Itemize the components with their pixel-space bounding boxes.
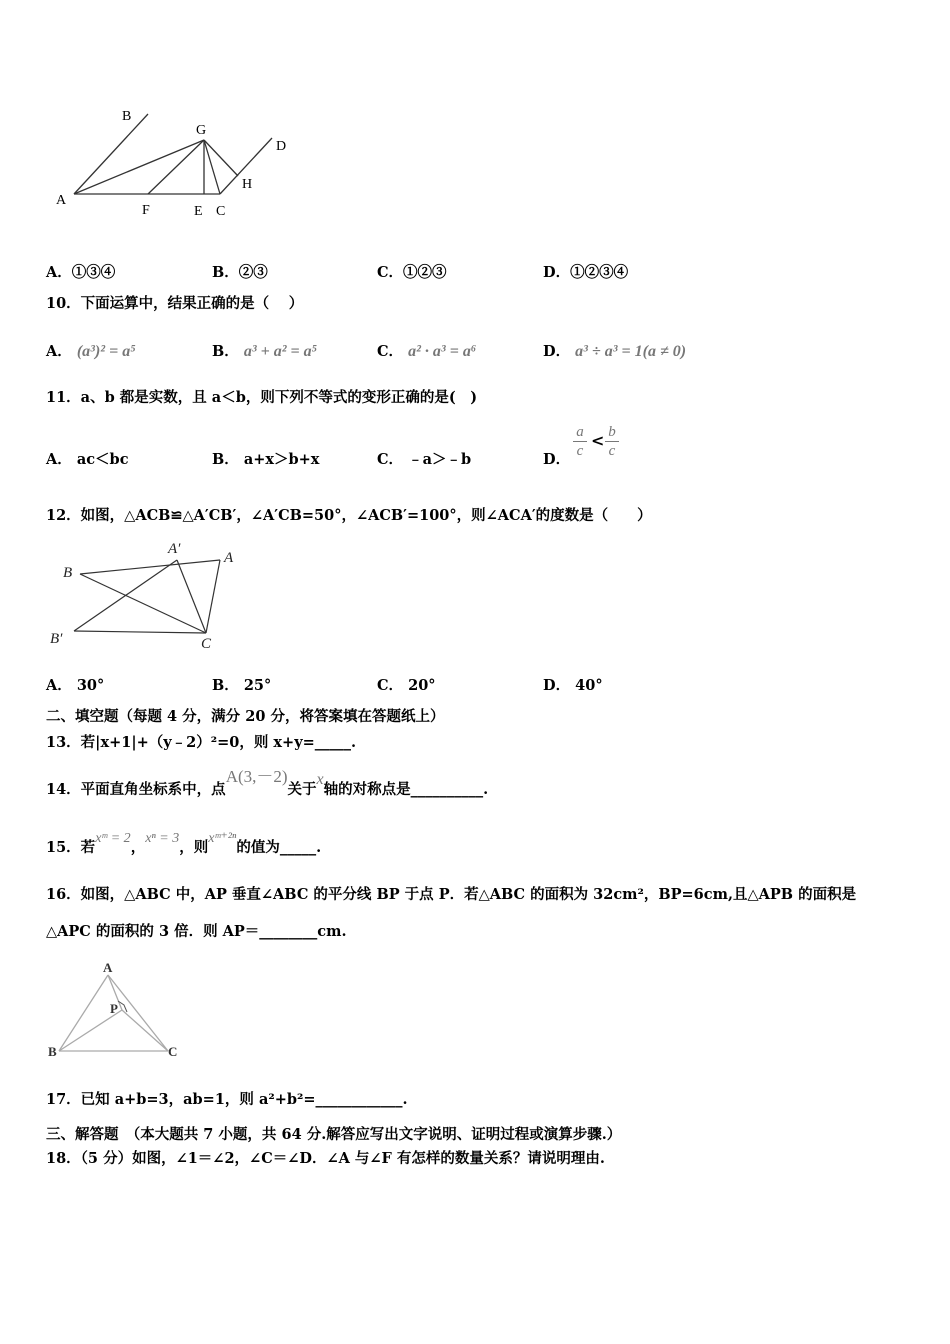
q9-option-b: B．②③ [212,264,268,281]
label-C: C [216,204,226,219]
q11-option-b: B． a+x＞b+x [212,451,320,468]
q13: 13．若|x+1|+（y﹣2）²=0，则 x+y=_____. [46,734,357,751]
label-B-prime: B′ [50,631,63,647]
q12-figure [40,535,250,655]
label-F: F [142,203,150,218]
q14: 14．平面直角坐标系中，点A(3,－2)关于x轴的对称点是__________. [46,767,489,798]
q11-option-a: A． ac＜bc [46,451,129,468]
q11-stem: 11．a、b 都是实数，且 a＜b，则下列不等式的变形正确的是( ) [46,389,478,406]
q9-option-a: A．①③④ [46,264,116,281]
label-C: C [201,636,212,652]
q10-stem: 10．下面运算中，结果正确的是（ ） [46,295,304,312]
label-A: A [103,960,113,975]
q12-stem: 12．如图，△ACB≌△A′CB′，∠A′CB=50°，∠ACB′=100°，则∠ACA′的度数是（ ） [46,507,652,524]
q9-figure [40,100,300,230]
label-D: D [276,139,287,154]
label-A-prime: A′ [168,541,181,557]
q12-option-d: D． 40° [543,677,603,694]
label-A: A [56,193,67,208]
q9-option-c: C．①②③ [377,264,447,281]
q12-option-b: B． 25° [212,677,272,694]
q18: 18．（5 分）如图，∠1＝∠2，∠C＝∠D．∠A 与∠F 有怎样的数量关系？请说明理由. [46,1150,605,1167]
q11-option-c: C． ﹣a＞﹣b [377,451,472,468]
label-G: G [196,123,207,138]
q11-option-d-fraction-a: a c [573,424,587,461]
q16-figure [40,955,190,1065]
q11-option-d-relation: < [591,431,605,450]
q12-option-a: A． 30° [46,677,105,694]
label-E: E [194,204,203,219]
section-2-heading: 二、填空题（每题 4 分，满分 20 分，将答案填在答题纸上） [46,708,445,725]
q16-line-2: △APC 的面积的 3 倍．则 AP＝________cm. [46,923,347,940]
q11-option-d-letter: D． [543,451,571,468]
label-H: H [242,177,253,192]
q10-option-b: B． a³ + a² = a⁵ [212,343,318,360]
label-B: B [63,565,73,581]
q11-option-d-fraction-b: b c [605,424,619,461]
q10-option-d: D． a³ ÷ a³ = 1(a ≠ 0) [543,343,687,360]
section-3-heading: 三、解答题 （本大题共 7 小题，共 64 分.解答应写出文字说明、证明过程或演算步骤.） [46,1126,622,1143]
q16-line-1: 16．如图，△ABC 中，AP 垂直∠ABC 的平分线 BP 于点 P．若△ABC 的面积为 32cm²，BP=6cm,且△APB 的面积是 [46,886,857,903]
q15: 15．若xᵐ = 2，xⁿ = 3，则xᵐ⁺²ⁿ的值为_____. [46,831,322,856]
label-P: P [110,1001,118,1016]
q12-option-c: C． 20° [377,677,436,694]
q17: 17．已知 a+b=3，ab=1，则 a²+b²=____________. [46,1091,408,1108]
label-B: B [48,1044,57,1059]
q10-option-a: A． (a³)² = a⁵ [46,343,136,360]
label-B: B [122,109,132,124]
label-A: A [224,550,234,566]
q9-option-d: D．①②③④ [543,264,629,281]
q10-option-c: C． a² · a³ = a⁶ [377,343,477,360]
label-C: C [168,1044,178,1059]
